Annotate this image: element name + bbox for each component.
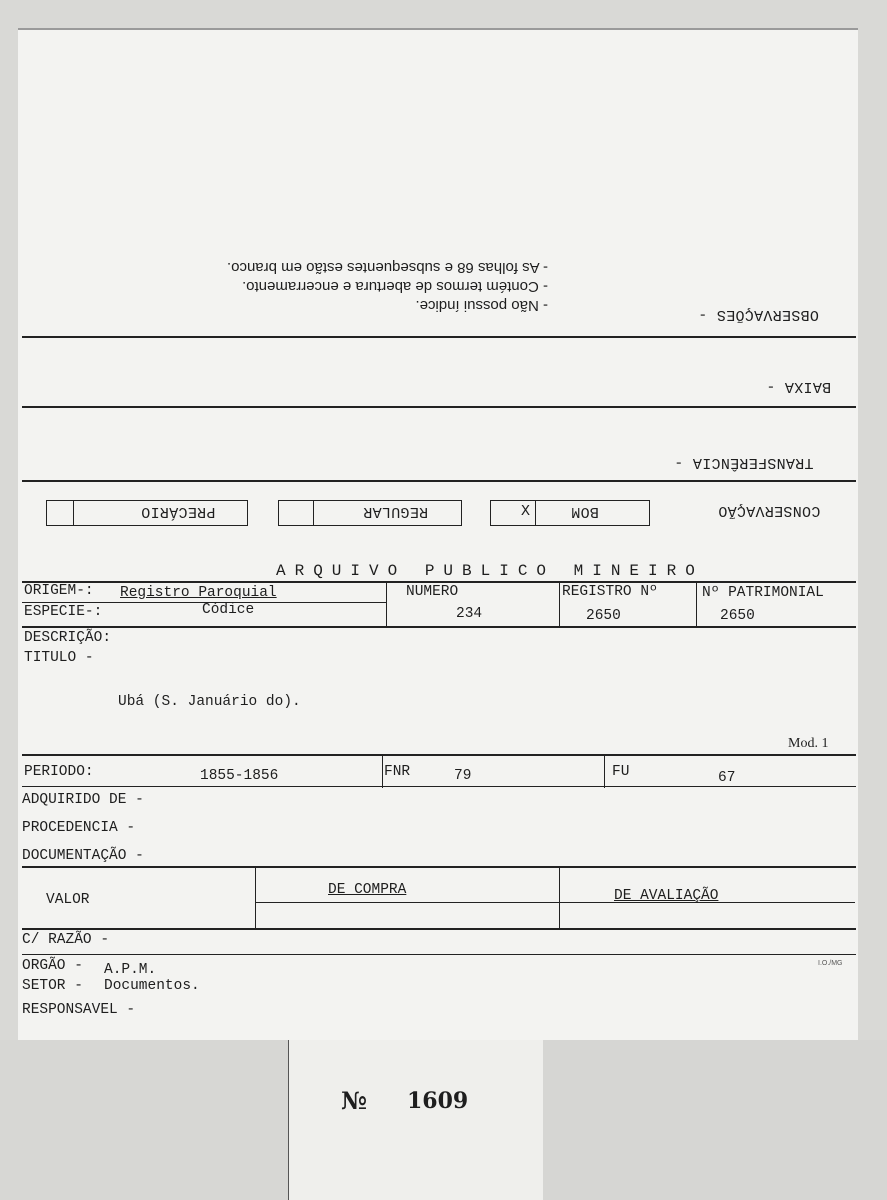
observacoes-line-3: - As folhas 68 e subsequentes estão em branco. (226, 259, 548, 276)
valor-label: VALOR (46, 892, 90, 908)
catalog-card (18, 28, 858, 1040)
divider-periodo-top (22, 754, 856, 756)
orgao-value: A.P.M. (104, 962, 157, 978)
bom-mark: X (521, 503, 531, 520)
printer-mark: I.O./MG (818, 960, 843, 967)
de-compra-label: DE COMPRA (328, 882, 407, 898)
background-left (0, 1040, 288, 1200)
observacoes-notes (226, 258, 548, 315)
setor-label: SETOR - (22, 978, 83, 994)
transferencia-label: TRANSFERÊNCIA - (674, 454, 814, 471)
conservacao-label: CONSERVAÇÃO (718, 502, 821, 519)
fnr-label: FNR (384, 764, 411, 780)
patrimonial-label: Nº PATRIMONIAL (702, 585, 824, 601)
bom-box (490, 500, 650, 526)
titulo-value: Ubá (S. Januário do). (118, 694, 301, 710)
numero-value: 234 (456, 606, 483, 622)
regular-box (278, 500, 462, 526)
procedencia-label: PROCEDENCIA - (22, 820, 136, 836)
registro-label: REGISTRO Nº (562, 584, 658, 600)
patrimonial-value: 2650 (720, 608, 755, 624)
divider-valor-top (22, 866, 856, 868)
periodo-value: 1855-1856 (200, 768, 279, 784)
bom-label: BOM (571, 503, 599, 520)
divider-baixa (22, 406, 856, 408)
fu-value: 67 (718, 770, 736, 786)
ticket-number: 1609 (407, 1088, 469, 1114)
divider-header (22, 581, 856, 583)
observacoes-line-2: - Contém termos de abertura e encerramento. (242, 278, 548, 295)
divider-valor-bottom (22, 928, 856, 930)
number-ticket (288, 1040, 543, 1200)
registro-value: 2650 (586, 608, 621, 624)
descricao-label: DESCRIÇÃO: (24, 630, 112, 646)
baixa-label: BAIXA - (766, 378, 832, 395)
archive-title: ARQUIVO PUBLICO MINEIRO (276, 562, 704, 580)
titulo-label: TITULO - (24, 650, 94, 666)
de-avaliacao-label: DE AVALIAÇÃO (614, 888, 719, 904)
observacoes-label: OBSERVAÇÕES - (698, 306, 819, 323)
setor-value: Documentos. (104, 978, 200, 994)
periodo-label: PERIODO: (24, 764, 94, 780)
regular-label: REGULAR (363, 503, 429, 520)
precario-box (46, 500, 248, 526)
precario-label: PRECÁRIO (141, 503, 216, 520)
divider-obs (22, 336, 856, 338)
observacoes-line-1: - Não possui índice. (415, 297, 548, 314)
orgao-label: ORGÃO - (22, 958, 83, 974)
numero-label: NUMERO (406, 584, 459, 600)
adquirido-label: ADQUIRIDO DE - (22, 792, 144, 808)
model-label: Mod. 1 (788, 736, 829, 751)
divider-transferencia (22, 480, 856, 482)
especie-value: Códice (202, 602, 255, 618)
origem-label: ORIGEM-: (24, 583, 94, 599)
especie-label: ESPECIE-: (24, 604, 103, 620)
background-right (542, 1040, 887, 1200)
responsavel-label: RESPONSAVEL - (22, 1002, 136, 1018)
documentacao-label: DOCUMENTAÇÃO - (22, 848, 144, 864)
fu-label: FU (612, 764, 630, 780)
divider-record (22, 626, 856, 628)
number-symbol: № (341, 1086, 368, 1115)
fnr-value: 79 (454, 768, 472, 784)
origem-value: Registro Paroquial (120, 585, 277, 601)
razao-label: C/ RAZÃO - (22, 932, 110, 948)
